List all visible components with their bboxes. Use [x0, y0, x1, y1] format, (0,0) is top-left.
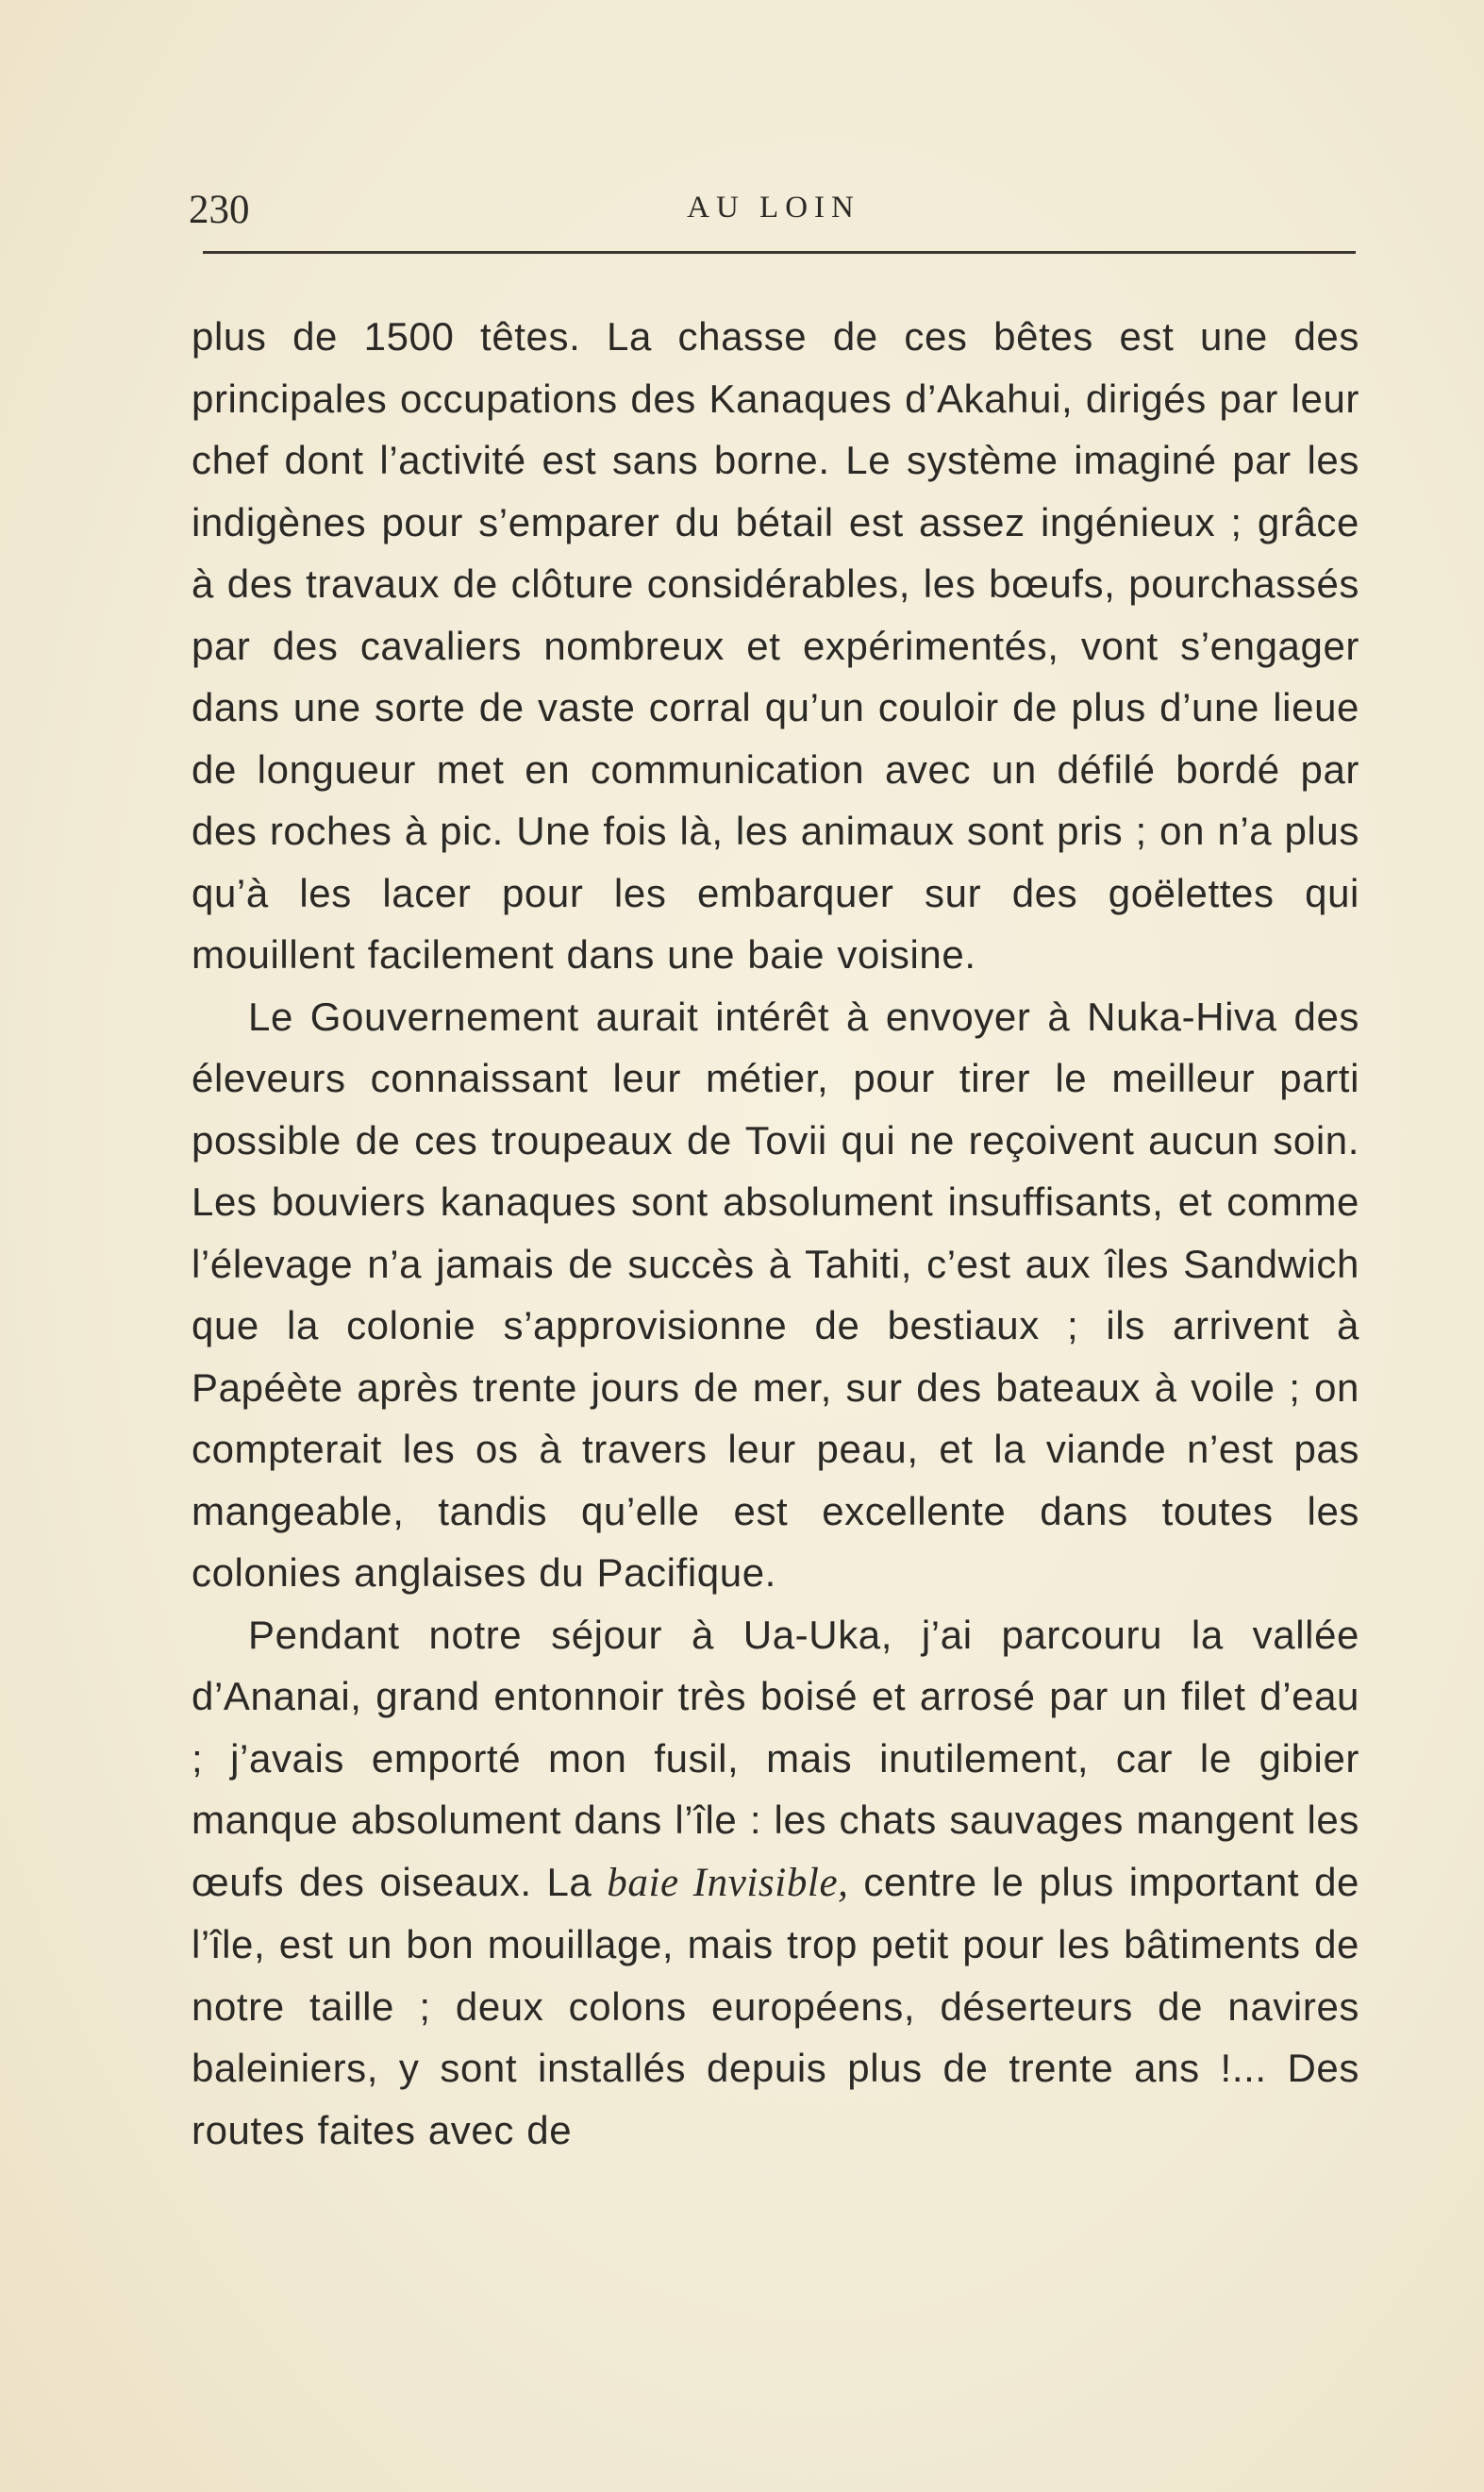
page-number: 230 [189, 188, 250, 232]
header-rule [203, 251, 1356, 254]
paragraph-government: Le Gouvernement aurait intérêt à envoyer à Nuka-Hiva des éleveurs connaissant leur métier, pour tirer le meilleur parti possible de ces troupeaux de Tovii qui ne reçoivent aucun soin. Les bouviers kanaques sont absolument insuffisants, et comme l’élevage n’a jamais de succès à Tahiti, c’est aux îles Sandwich que la colonie s’approvisionne de bestiaux ; ils arrivent à Papéète après trente jours de mer, sur des bateaux à voile ; on compterait les os à travers leur peau, et la viande n’est pas mangeable, tandis qu’elle est excellente dans toutes les colonies anglaises du Pacifique. [192, 994, 1359, 1595]
running-head [189, 187, 1359, 236]
paragraph-continued: plus de 1500 têtes. La chasse de ces bêtes est une des principales occupations des Kanaques d’Akahui, dirigés par leur chef dont l’activité est sans borne. Le système imaginé par les indigènes pour s’emparer du bétail est assez ingénieux ; grâce à des travaux de clôture considérables, les bœufs, pourchassés par des cavaliers nombreux et expérimentés, vont s’engager dans une sorte de vaste corral qu’un couloir de plus d’une lieue de longueur met en communication avec un défilé bordé par des roches à pic. Une fois là, les animaux sont pris ; on n’a plus qu’à les lacer pour les embarquer sur des goëlettes qui mouillent facilement dans une baie voisine. [192, 314, 1359, 977]
paragraph-ua-uka-start: Pendant notre séjour à Ua-Uka, j’ai parcouru la vallée d’Ananai, grand entonnoir très boisé et arrosé par un filet d’eau ; j’avais emporté mon fusil, mais inutilement, car le gibier manque absolument dans l’île : les chats sauvages mangent les œufs des oiseaux. La [192, 1612, 1359, 1904]
paragraph-ua-uka-end: centre le plus important de l’île, est un bon mouillage, mais trop petit pour les bâtiments de notre taille ; deux colons européens, déserteurs de navires baleiniers, y sont installés depuis plus de trente ans !... Des routes faites avec de [192, 1859, 1359, 2152]
paragraph-ua-uka [192, 1604, 1359, 2162]
running-title: AU LOIN [687, 191, 860, 225]
italic-place-name: baie Invisible, [607, 1860, 849, 1905]
body-text [192, 306, 1359, 2161]
